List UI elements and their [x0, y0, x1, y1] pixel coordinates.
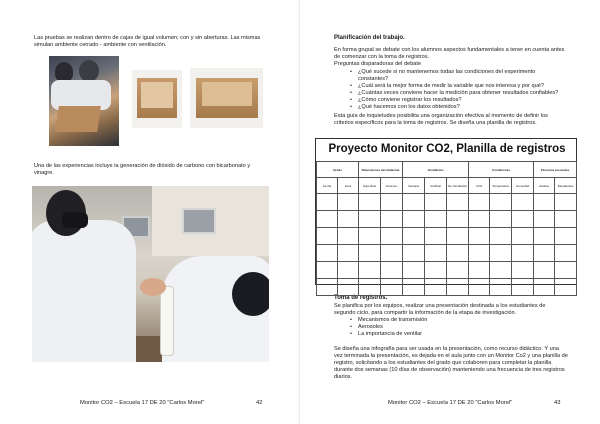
empty-cell: [317, 228, 338, 245]
empty-cell: [512, 279, 534, 296]
empty-cell: [469, 211, 490, 228]
empty-cell: [469, 228, 490, 245]
empty-cell: [403, 262, 425, 279]
presentation-paragraph: Se planifica por los equipos, realizar una presentación destinada a los estudiantes de segundo ciclo, para compartir la información de la etapa de investigación.: [334, 303, 546, 316]
empty-cell: [490, 194, 512, 211]
empty-cell: [490, 245, 512, 262]
planning-title: Planificación del trabajo.: [334, 35, 405, 41]
empty-cell: [403, 194, 425, 211]
empty-cell: [490, 262, 512, 279]
empty-cell: [359, 262, 381, 279]
group-header-ventilacion: Ventilación: [403, 162, 469, 178]
right-footer: Monitor CO2 – Escuela 17 DE 20 "Carlos Morel": [388, 400, 513, 406]
empty-cell: [381, 211, 403, 228]
empty-cell: [534, 211, 555, 228]
empty-cell: [338, 211, 359, 228]
empty-cell: [381, 245, 403, 262]
empty-cell: [469, 245, 490, 262]
list-item: • ¿Qué hacemos con los datos obtenidos?: [346, 104, 566, 111]
empty-cell: [512, 262, 534, 279]
column-header: Hora: [338, 178, 359, 194]
planning-paragraph: En forma grupal se debate con los alumnos aspectos fundamentales a tener en cuenta antes de comenzar con la toma de registros.: [334, 47, 565, 60]
empty-cell: [512, 228, 534, 245]
empty-cell: [447, 194, 469, 211]
empty-cell: [490, 211, 512, 228]
record-sheet: [315, 138, 577, 285]
records-title: Toma de registros.: [334, 295, 388, 301]
empty-cell: [359, 279, 381, 296]
column-header: Sin Ventilación: [447, 178, 469, 194]
empty-cell: [555, 194, 577, 211]
empty-cell: [534, 279, 555, 296]
empty-cell: [403, 211, 425, 228]
empty-cell: [534, 262, 555, 279]
students-with-boxes-photo: [49, 56, 119, 146]
empty-cell: [317, 194, 338, 211]
experiment-paragraph: Una de las experiencias incluye la generación de dióxido de carbono con bicarbonato y vinagre.: [34, 163, 251, 176]
empty-cell: [555, 211, 577, 228]
empty-cell: [469, 194, 490, 211]
list-item: • Aerosoles: [346, 324, 566, 331]
left-page-number: 42: [256, 400, 263, 406]
column-header: Superficie: [359, 178, 381, 194]
column-header: Volumen: [381, 178, 403, 194]
empty-cell: [359, 194, 381, 211]
empty-cell: [359, 245, 381, 262]
empty-cell: [534, 245, 555, 262]
guide-paragraph: Esta guía de inquietudes posibilita una organización efectiva al momento de definir los criterios específicos para la toma de registros. Se diseña una planilla de registros.: [334, 113, 548, 126]
empty-cell: [490, 279, 512, 296]
table-row: [317, 211, 577, 228]
record-sheet-title: Proyecto Monitor CO2, Planilla de registros: [328, 143, 566, 155]
topics-list: [346, 317, 566, 338]
open-box-photo: [190, 68, 263, 128]
empty-cell: [317, 262, 338, 279]
empty-cell: [469, 279, 490, 296]
empty-cell: [338, 194, 359, 211]
column-header: Fecha: [317, 178, 338, 194]
empty-cell: [403, 245, 425, 262]
empty-cell: [425, 262, 447, 279]
empty-cell: [534, 194, 555, 211]
empty-cell: [490, 228, 512, 245]
empty-cell: [555, 245, 577, 262]
empty-cell: [317, 211, 338, 228]
empty-cell: [359, 228, 381, 245]
empty-cell: [381, 262, 403, 279]
record-sheet-table: [316, 161, 577, 296]
empty-cell: [425, 279, 447, 296]
empty-cell: [447, 211, 469, 228]
empty-cell: [555, 279, 577, 296]
empty-cell: [447, 262, 469, 279]
empty-cell: [512, 211, 534, 228]
intro-paragraph: Las pruebas se realizan dentro de cajas de igual volumen; con y sin aberturas. Las mismas simulan ambiente cerrado - ambiente con ventilación.: [34, 35, 261, 48]
empty-cell: [338, 245, 359, 262]
list-item: • ¿Cuántas veces conviene hacer la medición para obtener resultados confiables?: [346, 90, 566, 97]
column-header: Temperatura: [490, 178, 512, 194]
column-header: Estudiantes: [555, 178, 577, 194]
record-sheet-body: [317, 194, 577, 296]
empty-cell: [469, 262, 490, 279]
column-header: Ventana: [403, 178, 425, 194]
group-header-dimensiones: Dimensiones del ambiente: [359, 162, 403, 178]
group-header-grado: Grado: [317, 162, 359, 178]
infographic-paragraph: Se diseña una infografía para ser usada en la presentación, como recurso didáctico. Y una vez terminada la presentación, es dejada en el aula junto con un Monitor Co2 y una planilla de registro, solicitando a los estudiantes del grado que colaboren para completar la planilla durante dos semanas (10 días de observación) manteniendo una frecuencia de tres registros diarios.: [334, 346, 568, 380]
empty-cell: [381, 194, 403, 211]
empty-cell: [338, 279, 359, 296]
empty-cell: [403, 279, 425, 296]
empty-cell: [381, 228, 403, 245]
empty-cell: [512, 245, 534, 262]
table-row: [317, 228, 577, 245]
students-experiment-photo: [32, 186, 269, 362]
empty-cell: [447, 228, 469, 245]
column-header: Adultos: [534, 178, 555, 194]
empty-cell: [359, 211, 381, 228]
list-item: • ¿Qué sucede si no mantenemos todas las condiciones del experimento constantes?: [346, 69, 566, 83]
empty-cell: [555, 228, 577, 245]
empty-cell: [534, 228, 555, 245]
empty-cell: [338, 262, 359, 279]
empty-cell: [512, 194, 534, 211]
empty-cell: [317, 245, 338, 262]
empty-cell: [425, 211, 447, 228]
column-header: CO2: [469, 178, 490, 194]
list-item: • Mecanismos de transmisión: [346, 317, 566, 324]
table-row: [317, 279, 577, 296]
empty-cell: [425, 228, 447, 245]
empty-cell: [317, 279, 338, 296]
right-page-number: 43: [554, 400, 561, 406]
group-header-condiciones: Condiciones: [469, 162, 534, 178]
empty-cell: [425, 194, 447, 211]
list-item: • ¿Cómo conviene registrar los resultados?: [346, 97, 566, 104]
empty-cell: [425, 245, 447, 262]
group-header-personas: Personas presentes: [534, 162, 577, 178]
list-item: • ¿Cuál será la mejor forma de medir la variable que nos interesa y por qué?: [346, 83, 566, 90]
empty-cell: [555, 262, 577, 279]
column-header: Artificial: [425, 178, 447, 194]
table-row: [317, 245, 577, 262]
list-item: • La importancia de ventilar: [346, 331, 566, 338]
questions-heading: Preguntas disparadoras del debate: [334, 61, 422, 67]
table-row: [317, 262, 577, 279]
empty-cell: [447, 245, 469, 262]
questions-list: [346, 69, 566, 111]
empty-cell: [338, 228, 359, 245]
empty-cell: [447, 279, 469, 296]
table-row: [317, 194, 577, 211]
empty-cell: [403, 228, 425, 245]
left-footer: Monitor CO2 – Escuela 17 DE 20 "Carlos Morel": [80, 400, 205, 406]
empty-cell: [381, 279, 403, 296]
closed-box-photo: [132, 70, 182, 128]
column-header: Humedad: [512, 178, 534, 194]
